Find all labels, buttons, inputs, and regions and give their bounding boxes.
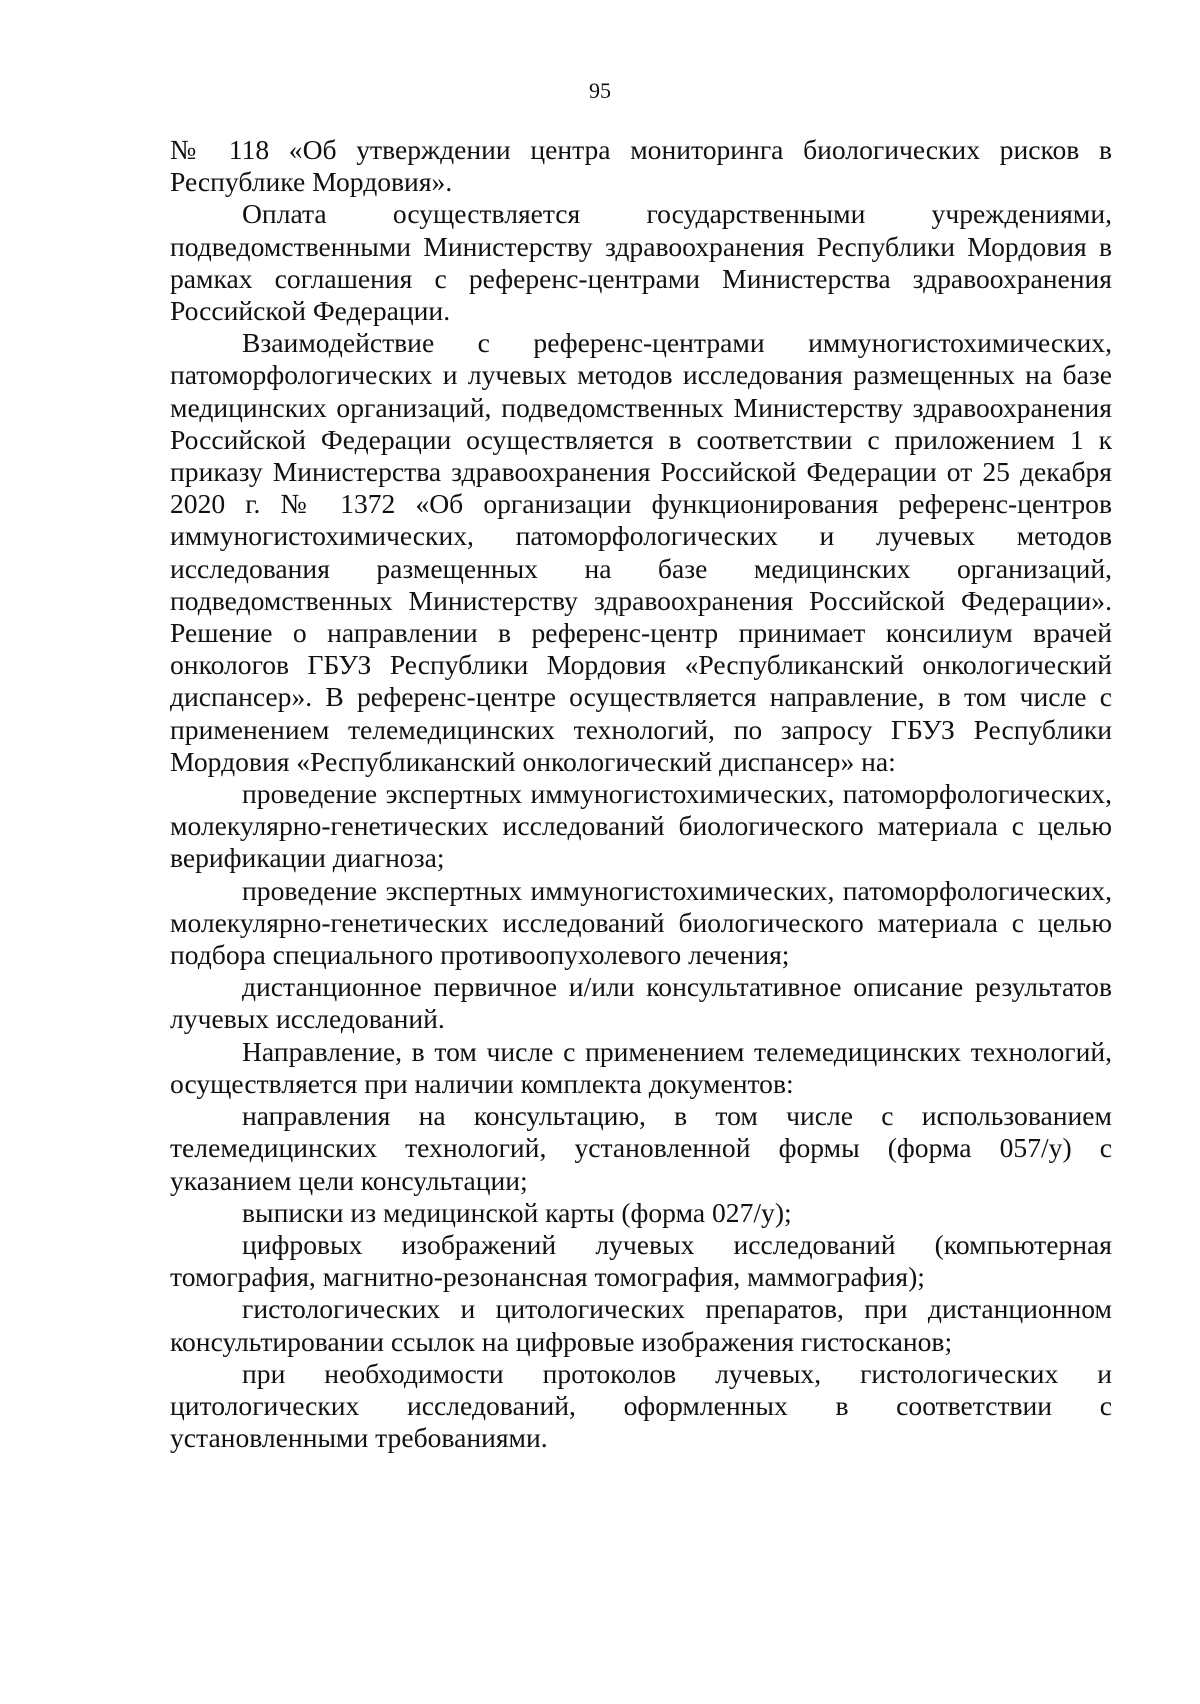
list-item-diagnosis-verification: проведение экспертных иммуногистохимических, патоморфологических, молекулярно-генетических исследований биологического материала с целью верификации диагноза; [170, 778, 1112, 874]
list-item-histology-slides: гистологических и цитологических препаратов, при дистанционном консультировании ссылок на цифровые изображения гистосканов; [170, 1293, 1112, 1357]
paragraph-order-reference: № 118 «Об утверждении центра мониторинга биологических рисков в Республике Мордовия». [170, 134, 1112, 198]
list-item-medical-record-extract: выписки из медицинской карты (форма 027/у); [242, 1196, 792, 1228]
page-number: 95 [589, 78, 611, 103]
list-item-protocols: при необходимости протоколов лучевых, гистологических и цитологических исследований, оформленных в соответствии с установленными требованиями. [170, 1357, 1112, 1454]
list-item-radiology-description: дистанционное первичное и/или консультативное описание результатов лучевых исследований. [170, 971, 1112, 1035]
list-item-consultation-referral: направления на консультацию, в том числе с использованием телемедицинских технологий, установленной формы (форма 057/у) с указанием цели консультации; [170, 1100, 1112, 1196]
paragraph-payment: Оплата осуществляется государственными учреждениями, подведомственными Министерству здравоохранения Республики Мордовия в рамках соглашения с референс-центрами Министерства здравоохранения Российской Федерации. [170, 198, 1112, 327]
paragraph-reference-centers: Взаимодействие с референс-центрами иммуногистохимических, патоморфологических и лучевых методов исследования размещенных на базе медицинских организаций, подведомственных Министерству здравоохранения Российской Федерации осуществляется в соответствии с приложением 1 к приказу Министерства здравоохранения Российской Федерации от 25 декабря 2020 г. № 1372 «Об организации функционирования референс-центров иммуногистохимических, патоморфологических и лучевых методов исследования размещенных на базе медицинских организаций, подведомственных Министерству здравоохранения Российской Федерации». Решение о направлении в референс-центр принимает консилиум врачей онкологов ГБУЗ Республики Мордовия «Республиканский онкологический диспансер». В референс-центре осуществляется направление, в том числе с применением телемедицинских технологий, по запросу ГБУЗ Республики Мордовия «Республиканский онкологический диспансер» на: [170, 327, 1112, 777]
list-item-digital-images: цифровых изображений лучевых исследований (компьютерная томография, магнитно-резонансная томография, маммография); [170, 1228, 1112, 1293]
paragraph-referral-documents: Направление, в том числе с применением телемедицинских технологий, осуществляется при наличии комплекта документов: [170, 1035, 1112, 1099]
list-item-treatment-selection: проведение экспертных иммуногистохимических, патоморфологических, молекулярно-генетических исследований биологического материала с целью подбора специального противоопухолевого лечения; [170, 874, 1112, 971]
document-body [170, 134, 1112, 1454]
